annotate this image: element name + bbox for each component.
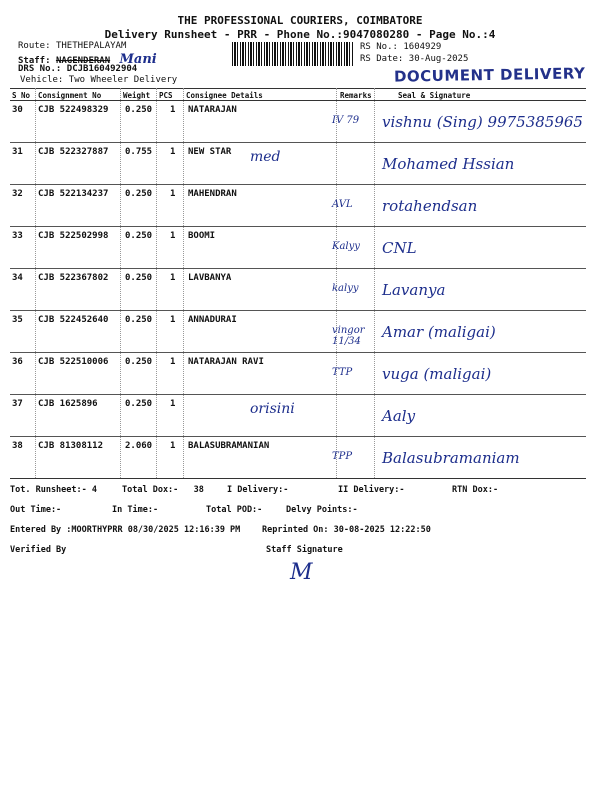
row-consignee: BALASUBRAMANIAN (188, 441, 270, 451)
row-weight: 0.250 (125, 273, 153, 283)
table-row (10, 269, 586, 312)
col-weight: Weight (123, 91, 151, 100)
table-top-rule (10, 88, 586, 89)
row-remarks: AVL (332, 199, 353, 210)
total-pod: Total POD:- (206, 505, 263, 515)
col-consignee: Consignee Details (186, 91, 263, 100)
row-consignment-no: CJB 81308112 (38, 441, 104, 451)
row-sno: 32 (12, 189, 23, 199)
rtn-dox: RTN Dox:- (452, 485, 499, 495)
row-remarks: vingor 11/34 (332, 325, 365, 347)
row-consignment-no: CJB 522510006 (38, 357, 109, 367)
table-row (10, 353, 586, 396)
verified-by: Verified By (10, 545, 67, 555)
document-delivery-stamp: DOCUMENT DELIVERY (393, 64, 586, 86)
table-row (10, 101, 586, 144)
staff-handwritten-name: Mani (119, 52, 157, 67)
rs-date-line: RS Date: 30-Aug-2025 (360, 54, 469, 64)
table-row (10, 227, 586, 270)
i-delivery: I Delivery:- (227, 485, 289, 495)
row-consignment-no: CJB 522452640 (38, 315, 109, 325)
row-remarks: Kalyy (332, 241, 360, 252)
ii-delivery: II Delivery:- (338, 485, 405, 495)
col-seal: Seal & Signature (398, 91, 471, 100)
row-weight: 0.250 (125, 189, 153, 199)
row-pcs: 1 (170, 441, 176, 451)
row-weight: 0.250 (125, 315, 153, 325)
row-consignee: NEW STAR (188, 147, 232, 157)
row-seal-signature: Aaly (382, 407, 416, 425)
row-seal-signature: Balasubramaniam (382, 449, 520, 467)
table-row (10, 395, 586, 438)
row-sno: 37 (12, 399, 23, 409)
row-consignment-no: CJB 522134237 (38, 189, 109, 199)
row-sno: 36 (12, 357, 23, 367)
row-weight: 0.250 (125, 105, 153, 115)
row-weight: 2.060 (125, 441, 153, 451)
entered-by: Entered By :MOORTHYPRR 08/30/2025 12:16:39 PM (10, 525, 241, 535)
row-seal-signature: vuga (maligai) (382, 365, 492, 383)
row-consignment-no: CJB 1625896 (38, 399, 98, 409)
drs-line: DRS No.: DCJB160492904 (18, 64, 138, 74)
row-weight: 0.250 (125, 399, 153, 409)
row-remarks: TPP (332, 451, 353, 462)
in-time: In Time:- (112, 505, 159, 515)
row-consignee: BOOMI (188, 231, 216, 241)
row-weight: 0.250 (125, 231, 153, 241)
col-pcs: PCS (159, 91, 173, 100)
row-seal-signature: CNL (382, 239, 417, 257)
row-consignment-no: CJB 522498329 (38, 105, 109, 115)
row-seal-signature: Mohamed Hssian (382, 155, 515, 173)
out-time: Out Time:- (10, 505, 62, 515)
total-dox: Total Dox:- 38 (122, 485, 204, 495)
table-bottom-rule (10, 478, 586, 479)
row-remarks: TTP (332, 367, 353, 378)
row-consignee: MAHENDRAN (188, 189, 237, 199)
row-sno: 31 (12, 147, 23, 157)
table-row (10, 311, 586, 354)
rs-no-line: RS No.: 1604929 (360, 42, 442, 52)
row-seal-signature: rotahendsan (382, 197, 478, 215)
row-consignee: NATARAJAN RAVI (188, 357, 264, 367)
vehicle-line: Vehicle: Two Wheeler Delivery (20, 75, 178, 85)
row-pcs: 1 (170, 105, 176, 115)
col-consignment: Consignment No (38, 91, 102, 100)
row-consignee: NATARAJAN (188, 105, 237, 115)
row-weight: 0.250 (125, 357, 153, 367)
row-pcs: 1 (170, 399, 176, 409)
reprinted-on: Reprinted On: 30-08-2025 12:22:50 (262, 525, 431, 535)
delvy-points: Delvy Points:- (286, 505, 358, 515)
row-remarks: IV 79 (332, 115, 360, 126)
row-remarks: kalyy (332, 283, 359, 294)
row-pcs: 1 (170, 189, 176, 199)
row-seal-signature: Amar (maligai) (382, 323, 496, 341)
row-pcs: 1 (170, 147, 176, 157)
row-pcs: 1 (170, 231, 176, 241)
row-consignee: LAVBANYA (188, 273, 232, 283)
route-line: Route: THETHEPALAYAM (18, 41, 127, 51)
col-remarks: Remarks (340, 91, 372, 100)
row-pcs: 1 (170, 357, 176, 367)
row-pcs: 1 (170, 273, 176, 283)
row-consignment-no: CJB 522367802 (38, 273, 109, 283)
row-sno: 38 (12, 441, 23, 451)
company-title: THE PROFESSIONAL COURIERS, COIMBATORE (177, 14, 423, 27)
row-handwritten-note: med (250, 149, 281, 165)
staff-line: Staff: NAGENDERAN Mani (18, 52, 157, 67)
table-row (10, 185, 586, 228)
row-seal-signature: vishnu (Sing) 9975385965 (382, 113, 583, 131)
staff-signature-label: Staff Signature (266, 545, 343, 555)
barcode (232, 42, 354, 66)
staff-struck-name: NAGENDERAN (55, 56, 111, 66)
row-pcs: 1 (170, 315, 176, 325)
row-consignment-no: CJB 522327887 (38, 147, 109, 157)
row-sno: 30 (12, 105, 23, 115)
row-handwritten-note: orisini (250, 401, 295, 417)
row-weight: 0.755 (125, 147, 153, 157)
runsheet-subtitle: Delivery Runsheet - PRR - Phone No.:9047080280 - Page No.:4 (104, 28, 496, 41)
row-sno: 34 (12, 273, 23, 283)
staff-signature-mark: M (290, 560, 313, 585)
row-seal-signature: Lavanya (382, 281, 446, 299)
table-row (10, 143, 586, 186)
row-consignee: ANNADURAI (188, 315, 237, 325)
row-sno: 35 (12, 315, 23, 325)
row-consignment-no: CJB 522502998 (38, 231, 109, 241)
tot-runsheet: Tot. Runsheet:- 4 (10, 485, 97, 495)
col-sno: S No (12, 91, 31, 100)
table-row (10, 437, 586, 480)
row-sno: 33 (12, 231, 23, 241)
